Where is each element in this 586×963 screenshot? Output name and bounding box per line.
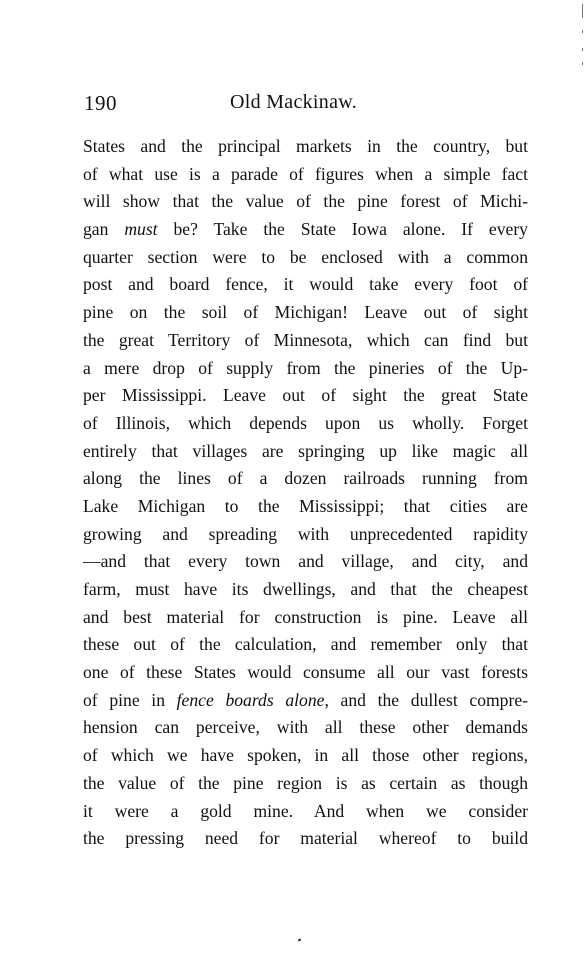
text-segment: of pine in: [83, 689, 177, 710]
page-edge-mark: [582, 4, 583, 18]
text-line: it were a gold mine. And when we consider: [83, 800, 528, 821]
italic-text: must: [124, 219, 158, 240]
text-line: entirely that villages are springing up like magic all: [83, 440, 528, 461]
text-line: farm, must have its dwellings, and that the cheapest: [83, 579, 528, 599]
running-head: Old Mackinaw.: [230, 91, 358, 113]
text-line: these out of the calculation, and remember only that: [83, 634, 528, 655]
italic-text: fence boards alone: [176, 689, 325, 710]
text-segment: , and the dullest compre-: [324, 689, 529, 710]
body-text: [83, 133, 528, 853]
text-line: [83, 216, 528, 244]
page-edge-mark: [582, 48, 583, 51]
text-line: States and the principal markets in the country, but: [83, 136, 528, 156]
page-number: 190: [84, 91, 117, 115]
page-edge-mark: [582, 30, 583, 33]
text-line: hension can perceive, with all these other demands: [83, 717, 528, 738]
text-line: the great Territory of Minnesota, which can find but: [83, 329, 528, 350]
text-line: along the lines of a dozen railroads running from: [83, 468, 528, 489]
text-line: will show that the value of the pine forest of Michi-: [83, 191, 528, 212]
text-line: a mere drop of supply from the pineries of the Up-: [83, 357, 528, 378]
text-line: of which we have spoken, in all those other regions,: [83, 745, 528, 766]
text-line: the pressing need for material whereof to build: [83, 828, 528, 849]
text-line: of Illinois, which depends upon us wholly. Forget: [83, 412, 528, 433]
text-line: growing and spreading with unprecedented rapidity: [83, 523, 528, 544]
text-line: of what use is a parade of figures when a simple fact: [83, 163, 528, 184]
text-segment: gan: [83, 219, 125, 240]
page-edge-mark: [582, 62, 583, 65]
text-line: the value of the pine region is as certain as though: [83, 772, 528, 793]
text-line: and best material for construction is pine. Leave all: [83, 606, 528, 627]
text-line: [83, 687, 528, 715]
text-line: one of these States would consume all our vast forests: [83, 662, 528, 683]
text-segment: be? Take the State Iowa alone. If every: [157, 219, 528, 240]
text-line: Lake Michigan to the Mississippi; that cities are: [83, 495, 528, 516]
text-line: post and board fence, it would take every foot of: [83, 274, 528, 295]
stray-mark: [298, 938, 302, 941]
text-line: —and that every town and village, and city, and: [83, 551, 528, 572]
text-line: per Mississippi. Leave out of sight the great State: [83, 385, 528, 406]
text-line: pine on the soil of Michigan! Leave out of sight: [83, 302, 528, 323]
text-line: quarter section were to be enclosed with a common: [83, 246, 528, 267]
